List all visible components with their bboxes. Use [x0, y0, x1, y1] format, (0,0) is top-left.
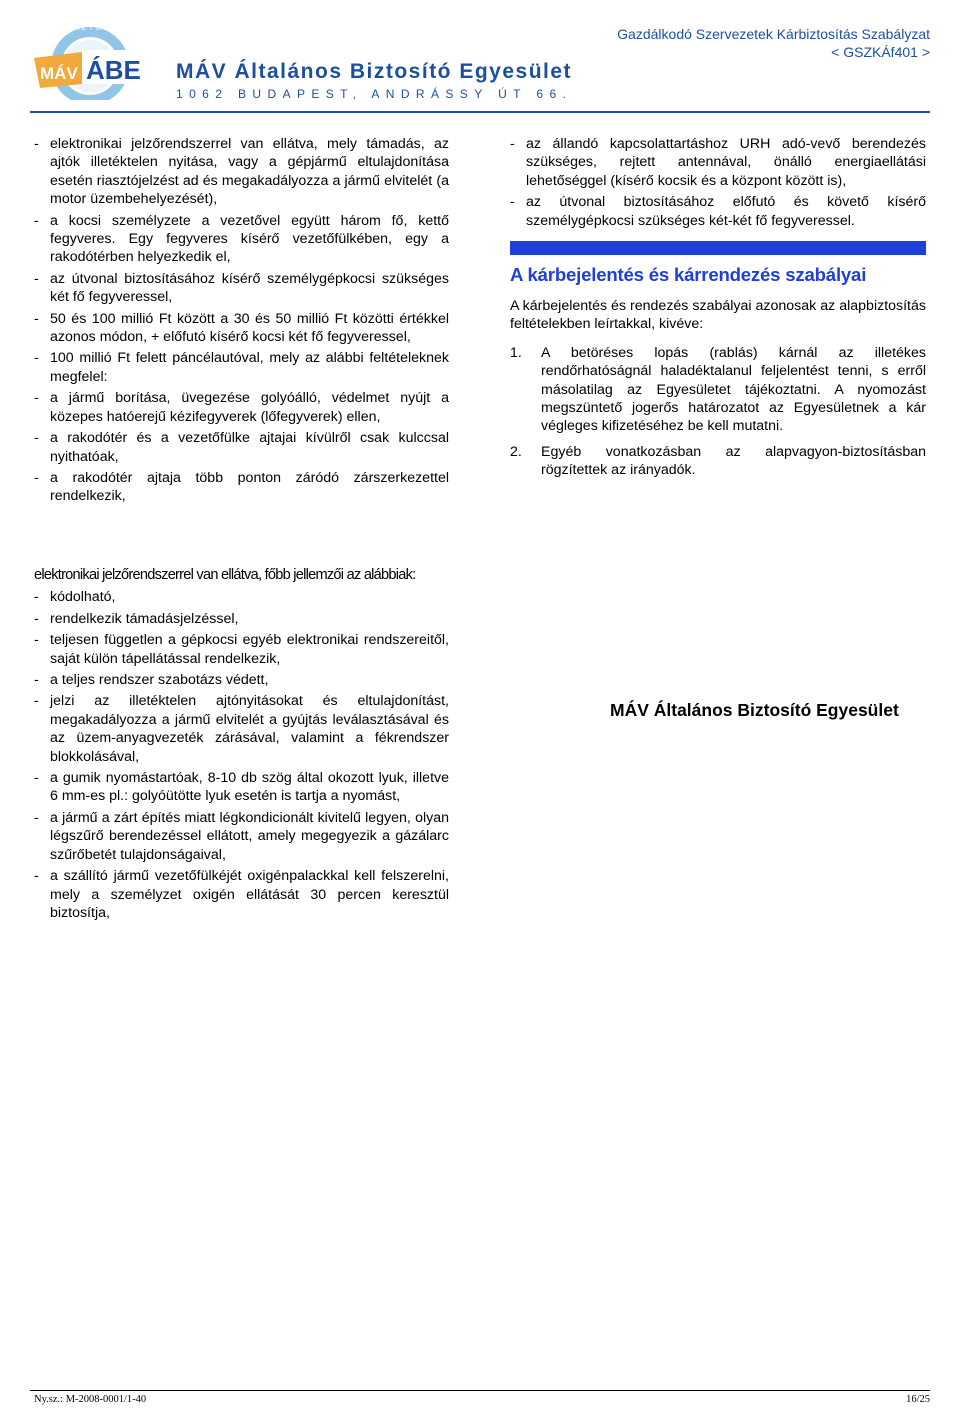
document-code: < GSZKÁf401 >	[831, 44, 930, 60]
list-dash: -	[34, 212, 39, 229]
bottom-intro: elektronikai jelzőrendszerrel van ellátva, főbb jellemzői az alábbiak:	[34, 567, 416, 583]
list-dash: -	[34, 672, 39, 689]
list-item	[34, 270, 449, 307]
numbered-item	[510, 344, 926, 436]
list-item	[34, 212, 449, 267]
list-item	[34, 389, 449, 426]
list-dash: -	[34, 693, 39, 710]
list-dash: -	[34, 809, 39, 826]
list-item-text: a jármű a zárt építés miatt légkondicionált kivitelű legyen, olyan légszűrő berendezéssel ellátott, amely megegyezik a gázálarc szűrőbetét tulajdonságaival,	[50, 809, 449, 863]
numbered-item	[510, 443, 926, 480]
signature-org-name: MÁV Általános Biztosító Egyesület	[610, 700, 899, 720]
list-item-text: 50 és 100 millió Ft között a 30 és 50 millió Ft közötti értékkel azonos módon, + előfutó kísérő kocsi két fő fegyveressel,	[50, 310, 449, 346]
list-item-text: az útvonal biztosításához előfutó és követő kísérő személygépkocsi szükséges két-két fő fegyveressel.	[526, 194, 926, 229]
list-dash: -	[34, 136, 39, 152]
list-item	[34, 867, 449, 922]
list-item-text: rendelkezik támadásjelzéssel,	[50, 610, 239, 627]
list-item-text: a kocsi személyzete a vezetővel együtt három fő, kettő fegyveres. Egy fegyveres kísérő vezetőfülkében, egy a rakodótérben helyezkedik el,	[50, 212, 449, 266]
section-intro: A kárbejelentés és rendezés szabályai azonosak az alapbiztosítás feltételekben leírtakkal, kivéve:	[510, 298, 926, 333]
list-item	[510, 135, 926, 190]
list-item	[34, 469, 449, 506]
list-item-text: kódolható,	[50, 589, 116, 606]
page-number: 16/25	[906, 1394, 930, 1405]
document-title: Gazdálkodó Szervezetek Kárbiztosítás Szabályzat	[617, 26, 930, 42]
company-logo	[30, 18, 170, 100]
item-number: 1.	[510, 344, 522, 361]
left-column	[34, 135, 449, 509]
list-item	[34, 610, 449, 628]
list-item-text: teljesen független a gépkocsi egyéb elektronikai rendszereitől, saját külön tápellátással rendelkezik,	[50, 632, 449, 667]
section-title: A kárbejelentés és kárrendezés szabályai	[510, 264, 867, 286]
org-name: MÁV Általános Biztosító Egyesület	[176, 60, 573, 83]
section-divider-bar	[510, 241, 926, 255]
list-item-text: 100 millió Ft felett páncélautóval, mely az alábbi feltételeknek megfelel:	[50, 350, 449, 385]
logo-ring-text: BIZTOSÍTÓ	[70, 23, 131, 32]
footer-reference: Ny.sz.: M-2008-0001/1-40	[34, 1394, 147, 1405]
list-item-text: az útvonal biztosításához kísérő személygépkocsi szükséges két fő fegyveressel,	[50, 270, 449, 306]
list-item	[34, 135, 449, 209]
list-dash: -	[510, 194, 515, 211]
list-dash: -	[510, 136, 515, 152]
list-dash: -	[34, 868, 39, 885]
list-item-text: a szállító jármű vezetőfülkéjét oxigénpalackkal kell felszerelni, mely a személyzet oxigén ellátását 30 percen keresztül biztosítja,	[50, 868, 449, 921]
list-dash: -	[34, 430, 39, 447]
list-item-text: jelzi az illetéktelen ajtónyitásokat és eltulajdonítást, megakadályozza a jármű elvitelét a gyújtás leválasztásával és az üzem-anyagvezeték zárásával, valamint a fékrendszer blokkolásával,	[50, 693, 449, 765]
list-item	[34, 769, 449, 806]
list-item-text: a jármű borítása, üvegezése golyóálló, védelmet nyújt a közepes hatóerejű kézifegyverek (lőfegyverek) ellen,	[50, 390, 449, 425]
logo-graphic	[30, 18, 170, 100]
list-item	[34, 349, 449, 386]
numbered-item-text: A betöréses lopás (rablás) kárnál az illetékes rendőrhatóságnál haladéktalanul feljelentést tenni, s erről másolatilag az Egyesületet tájékoztatni. A nyomozást megszüntető jogerős határozatot az Egyesületnek a kár végleges kifizetéséhez be kell mutatni.	[541, 344, 926, 435]
logo-mav-text: MÁV	[40, 64, 78, 83]
right-column	[510, 135, 926, 487]
list-item	[34, 692, 449, 766]
list-dash: -	[34, 270, 39, 287]
list-item-text: elektronikai jelzőrendszerrel van ellátva, mely támadás, az ajtók illetéktelen nyitása, vagy a gépjármű eltulajdonítása esetén riasztójelzést ad és megakadályozza a jármű elvitelét (a motor üzembehelyezését),	[50, 136, 449, 208]
footer-rule	[30, 1390, 930, 1391]
header-rule	[30, 111, 930, 113]
item-number: 2.	[510, 443, 522, 460]
list-dash: -	[34, 390, 39, 407]
list-dash: -	[34, 770, 39, 787]
list-item	[34, 588, 449, 606]
numbered-item-text: Egyéb vonatkozásban az alapvagyon-biztosításban rögzítettek az irányadók.	[541, 443, 926, 479]
logo-abe-text: ÁBE	[86, 55, 141, 85]
bottom-column	[34, 566, 449, 925]
list-item	[34, 429, 449, 466]
list-dash: -	[34, 310, 39, 327]
list-item-text: a gumik nyomástartóak, 8-10 db szög által okozott lyuk, illetve 6 mm-es pl.: golyóütötte lyuk esetén is tartja a nyomást,	[50, 770, 449, 805]
list-dash: -	[34, 610, 39, 627]
list-item-text: a teljes rendszer szabotázs védett,	[50, 672, 269, 689]
list-item	[34, 809, 449, 864]
list-item	[510, 193, 926, 230]
list-item	[34, 671, 449, 689]
list-dash: -	[34, 469, 39, 486]
org-address: 1062 BUDAPEST, ANDRÁSSY ÚT 66.	[176, 87, 573, 101]
list-item-text: a rakodótér ajtaja több ponton záródó zárszerkezettel rendelkezik,	[50, 469, 449, 505]
list-item-text: az állandó kapcsolattartáshoz URH adó-vevő berendezés szükséges, rejtett antennával, önálló energiaellátási lehetőséggel (kísérő kocsik és a központ között is),	[526, 136, 926, 189]
list-item	[34, 310, 449, 347]
list-dash: -	[34, 632, 39, 649]
list-dash: -	[34, 350, 39, 367]
list-dash: -	[34, 589, 39, 606]
list-item	[34, 631, 449, 668]
list-item-text: a rakodótér és a vezetőfülke ajtajai kívülről csak kulccsal nyithatóak,	[50, 430, 449, 465]
